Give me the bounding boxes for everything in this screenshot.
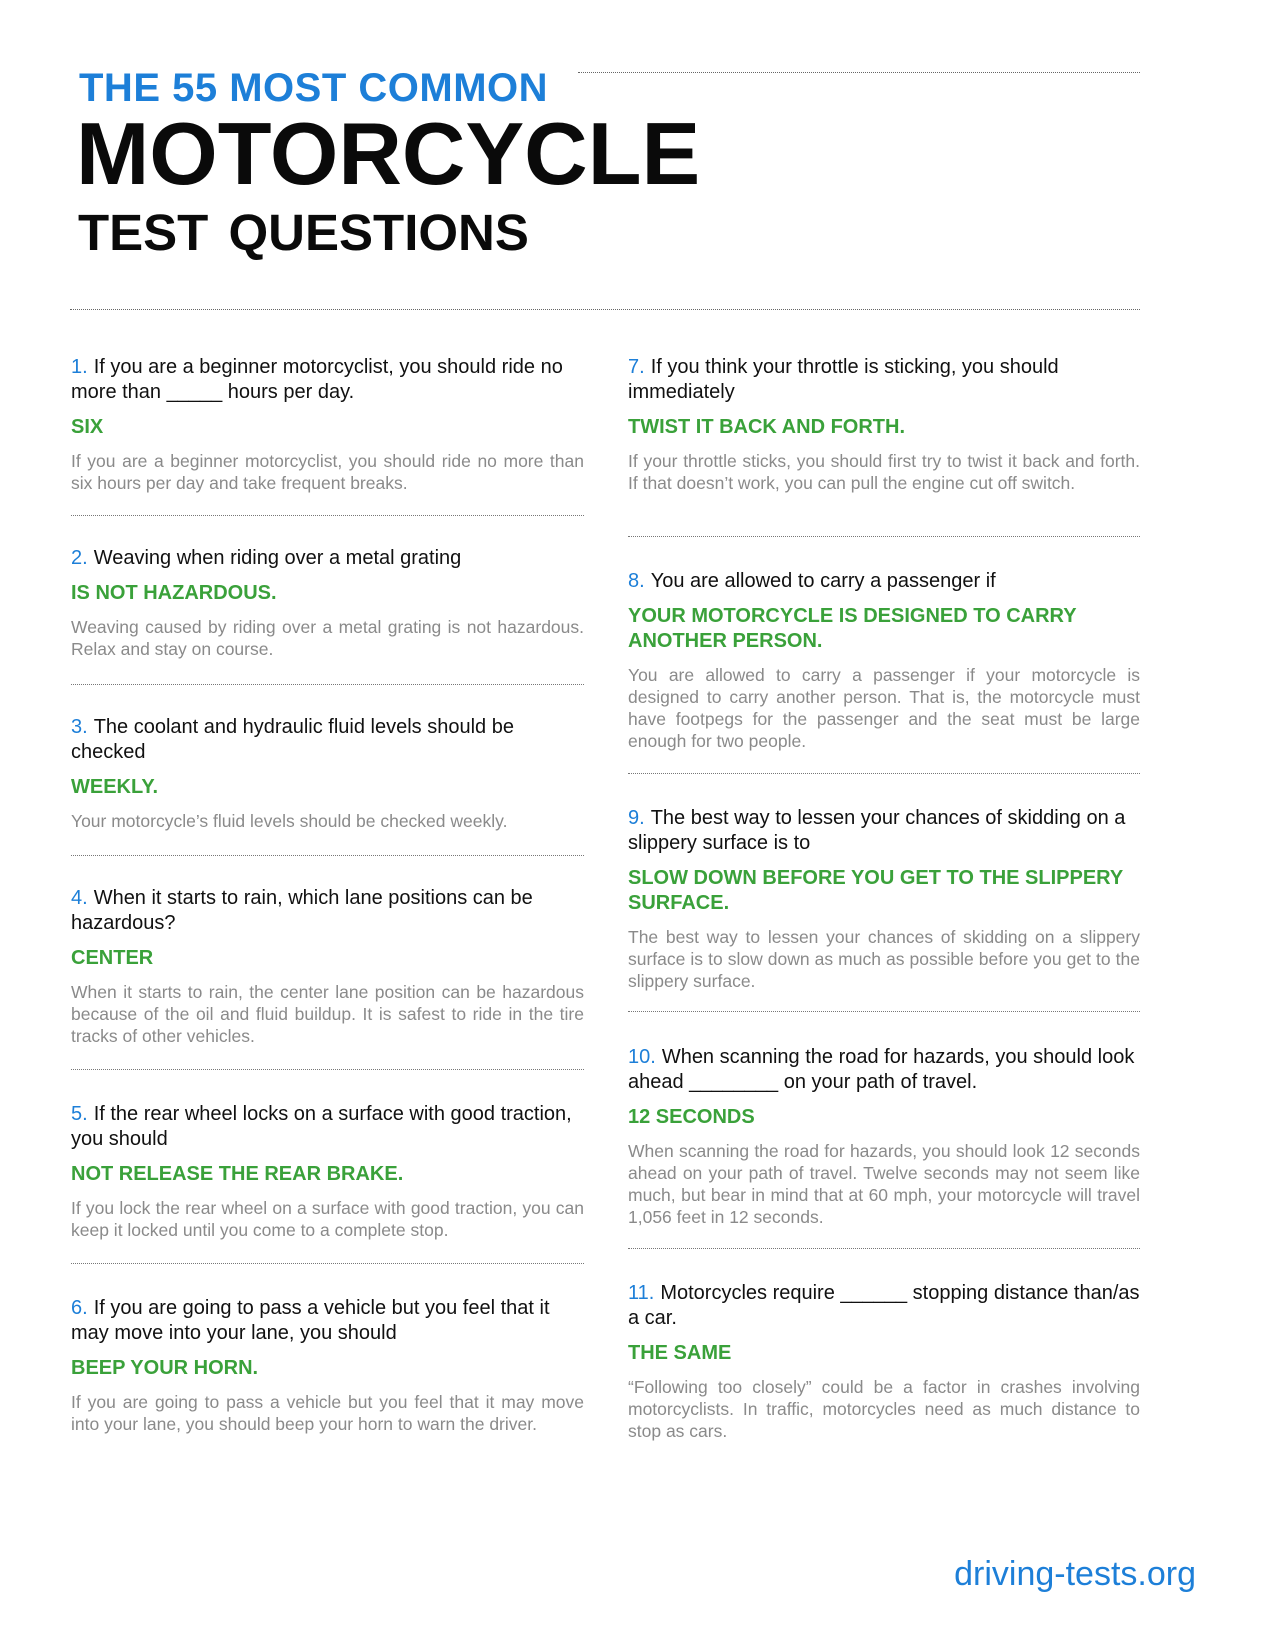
question-number: 2. [71,547,88,569]
answer-text: YOUR MOTORCYCLE IS DESIGNED TO CARRY ANOTHER PERSON. [628,605,1077,652]
question-number: 8. [628,570,645,592]
question-text: 1. If you are a beginner motorcyclist, you should ride no more than _____ hours per day. [71,356,563,403]
question-item-8 [628,537,1140,773]
question-item-10 [628,1012,1140,1248]
question-number: 4. [71,887,88,909]
answer-text: THE SAME [628,1342,732,1364]
question-item-3 [71,685,584,855]
question-text: 6. If you are going to pass a vehicle but you feel that it may move into your lane, you should [71,1297,550,1344]
answer-text: NOT RELEASE THE REAR BRAKE. [71,1163,404,1185]
header-title: MOTORCYCLE [76,104,701,203]
question-item-4 [71,856,584,1069]
header-subtitle: THE 55 MOST COMMON [79,66,549,110]
answer-text: CENTER [71,947,154,969]
question-number: 6. [71,1297,88,1319]
footer-site-link[interactable]: driving-tests.org [954,1555,1196,1593]
question-item-5 [71,1070,584,1263]
explanation-text: When it starts to rain, the center lane position can be hazardous because of the oil and fluid buildup. It is safest to ride in the tire tracks of other vehicles. [71,982,584,1046]
explanation-text: When scanning the road for hazards, you should look 12 seconds ahead on your path of travel. Twelve seconds may not seem like much, but bear in mind that at 60 mph, your motorcycle will travel 1,056 feet in 12 seconds. [628,1141,1140,1227]
question-text: 9. The best way to lessen your chances of skidding on a slippery surface is to [628,807,1126,854]
explanation-text: Weaving caused by riding over a metal grating is not hazardous. Relax and stay on course. [71,617,584,659]
answer-text: IS NOT HAZARDOUS. [71,582,277,604]
question-item-1 [71,355,584,515]
header-divider-top [578,72,1140,73]
left-column [71,355,584,1435]
answer-text: WEEKLY. [71,776,159,798]
question-number: 3. [71,716,88,738]
answer-text: BEEP YOUR HORN. [71,1357,259,1379]
question-text: 5. If the rear wheel locks on a surface with good traction, you should [71,1103,572,1150]
answer-text: TWIST IT BACK AND FORTH. [628,416,906,438]
question-number: 5. [71,1103,88,1125]
question-item-7 [628,355,1140,536]
question-text: 10. When scanning the road for hazards, you should look ahead ________ on your path of travel. [628,1046,1135,1093]
question-item-11 [628,1249,1140,1442]
question-item-6 [71,1264,584,1435]
explanation-text: If you lock the rear wheel on a surface with good traction, you can keep it locked until you come to a complete stop. [71,1198,584,1240]
answer-text: 12 SECONDS [628,1106,755,1128]
answer-text: SLOW DOWN BEFORE YOU GET TO THE SLIPPERY SURFACE. [628,867,1123,914]
question-text: 2. Weaving when riding over a metal grating [71,547,462,569]
question-text: 11. Motorcycles require ______ stopping distance than/as a car. [628,1282,1140,1329]
header-title-line3: TEST QUESTIONS [78,204,529,261]
question-number: 1. [71,356,88,378]
header-divider-bottom [70,309,1140,310]
question-text: 3. The coolant and hydraulic fluid levels should be checked [71,716,514,763]
explanation-text: “Following too closely” could be a factor in crashes involving motorcyclists. In traffic, motorcycles need as much distance to stop as cars. [628,1377,1140,1441]
explanation-text: Your motorcycle’s fluid levels should be checked weekly. [71,811,508,831]
explanation-text: If you are going to pass a vehicle but you feel that it may move into your lane, you should beep your horn to warn the driver. [71,1392,584,1434]
explanation-text: The best way to lessen your chances of skidding on a slippery surface is to slow down as much as possible before you get to the slippery surface. [628,927,1140,991]
question-text: 4. When it starts to rain, which lane positions can be hazardous? [71,887,533,934]
question-item-9 [628,774,1140,1011]
explanation-text: You are allowed to carry a passenger if your motorcycle is designed to carry another person. That is, the motorcycle must have footpegs for the passenger and the seat must be large enough for two people. [628,665,1140,751]
right-column [628,355,1140,1442]
explanation-text: If you are a beginner motorcyclist, you should ride no more than six hours per day and take frequent breaks. [71,451,584,493]
question-number: 9. [628,807,645,829]
explanation-text: If your throttle sticks, you should first try to twist it back and forth. If that doesn’t work, you can pull the engine cut off switch. [628,451,1140,493]
question-number: 7. [628,356,645,378]
question-item-2 [71,516,584,684]
question-number: 11. [628,1282,655,1304]
question-text: 7. If you think your throttle is sticking, you should immediately [628,356,1059,403]
answer-text: SIX [71,416,104,438]
question-text: 8. You are allowed to carry a passenger if [628,570,996,592]
question-number: 10. [628,1046,656,1068]
